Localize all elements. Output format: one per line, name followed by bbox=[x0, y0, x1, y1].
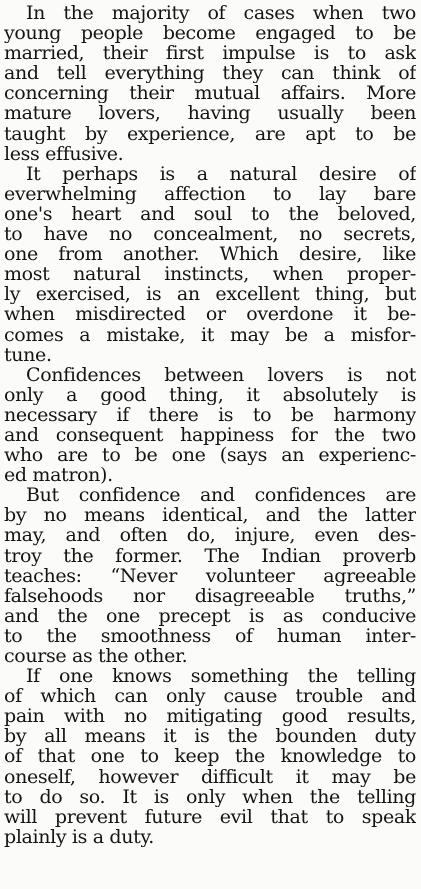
text-line: tune. bbox=[4, 344, 52, 365]
text-line: mature lovers, having usually been bbox=[4, 103, 416, 124]
paragraph bbox=[4, 666, 416, 847]
text-line: may, and often do, injure, even des- bbox=[4, 525, 416, 546]
text-line: comes a mistake, it may be a misfor- bbox=[4, 324, 416, 345]
text-line: who are to be one (says an experienc- bbox=[4, 445, 416, 466]
text-line: to have no concealment, no secrets, bbox=[4, 224, 416, 245]
text-line: teaches: “Never volunteer agreeable bbox=[4, 565, 416, 586]
text-line: falsehoods nor disagreeable truths,” bbox=[4, 585, 416, 606]
paragraph bbox=[4, 3, 416, 164]
text-line: course as the other. bbox=[4, 646, 188, 667]
text-line: married, their first impulse is to ask bbox=[4, 43, 416, 64]
text-line: to do so. It is only when the telling bbox=[4, 786, 416, 807]
text-line: concerning their mutual affairs. More bbox=[4, 83, 416, 104]
text-line: will prevent future evil that to speak bbox=[4, 806, 416, 827]
text-line: when misdirected or overdone it be- bbox=[4, 304, 416, 325]
text-line: by all means it is the bounden duty bbox=[4, 726, 416, 747]
text-line: necessary if there is to be harmony bbox=[4, 404, 416, 425]
text-line: by no means identical, and the latter bbox=[4, 505, 416, 526]
text-line: everwhelming affection to lay bare bbox=[4, 183, 416, 204]
text-line: taught by experience, are apt to be bbox=[4, 123, 416, 144]
text-line: troy the former. The Indian proverb bbox=[4, 545, 416, 566]
text-line: and the one precept is as conducive bbox=[4, 605, 416, 626]
text-line: But confidence and confidences are bbox=[26, 485, 416, 506]
text-line: only a good thing, it absolutely is bbox=[4, 384, 416, 405]
text-line: Confidences between lovers is not bbox=[26, 364, 416, 385]
text-line: If one knows something the telling bbox=[26, 666, 416, 687]
text-line: of which can only cause trouble and bbox=[4, 686, 416, 707]
text-line: of that one to keep the knowledge to bbox=[4, 746, 416, 767]
text-line: It perhaps is a natural desire of bbox=[26, 163, 416, 184]
text-line: one from another. Which desire, like bbox=[4, 244, 416, 265]
text-line: to the smoothness of human inter- bbox=[4, 625, 416, 646]
text-line: and tell everything they can think of bbox=[4, 63, 416, 84]
text-line: one's heart and soul to the beloved, bbox=[4, 203, 416, 225]
text-line: ed matron). bbox=[4, 465, 113, 486]
text-line: young people become engaged to be bbox=[4, 23, 416, 44]
text-line: ly exercised, is an excellent thing, but bbox=[4, 284, 416, 305]
text-line: and consequent happiness for the two bbox=[4, 424, 416, 446]
text-line: oneself, however difficult it may be bbox=[4, 766, 416, 787]
paragraph bbox=[4, 365, 416, 486]
text-line: pain with no mitigating good results, bbox=[4, 706, 416, 727]
text-line: In the majority of cases when two bbox=[26, 3, 416, 24]
paragraph bbox=[4, 485, 416, 666]
paragraph bbox=[4, 164, 416, 365]
text-line: less effusive. bbox=[4, 143, 124, 164]
text-line: plainly is a duty. bbox=[4, 826, 154, 847]
text-line: most natural instincts, when proper- bbox=[4, 264, 416, 285]
